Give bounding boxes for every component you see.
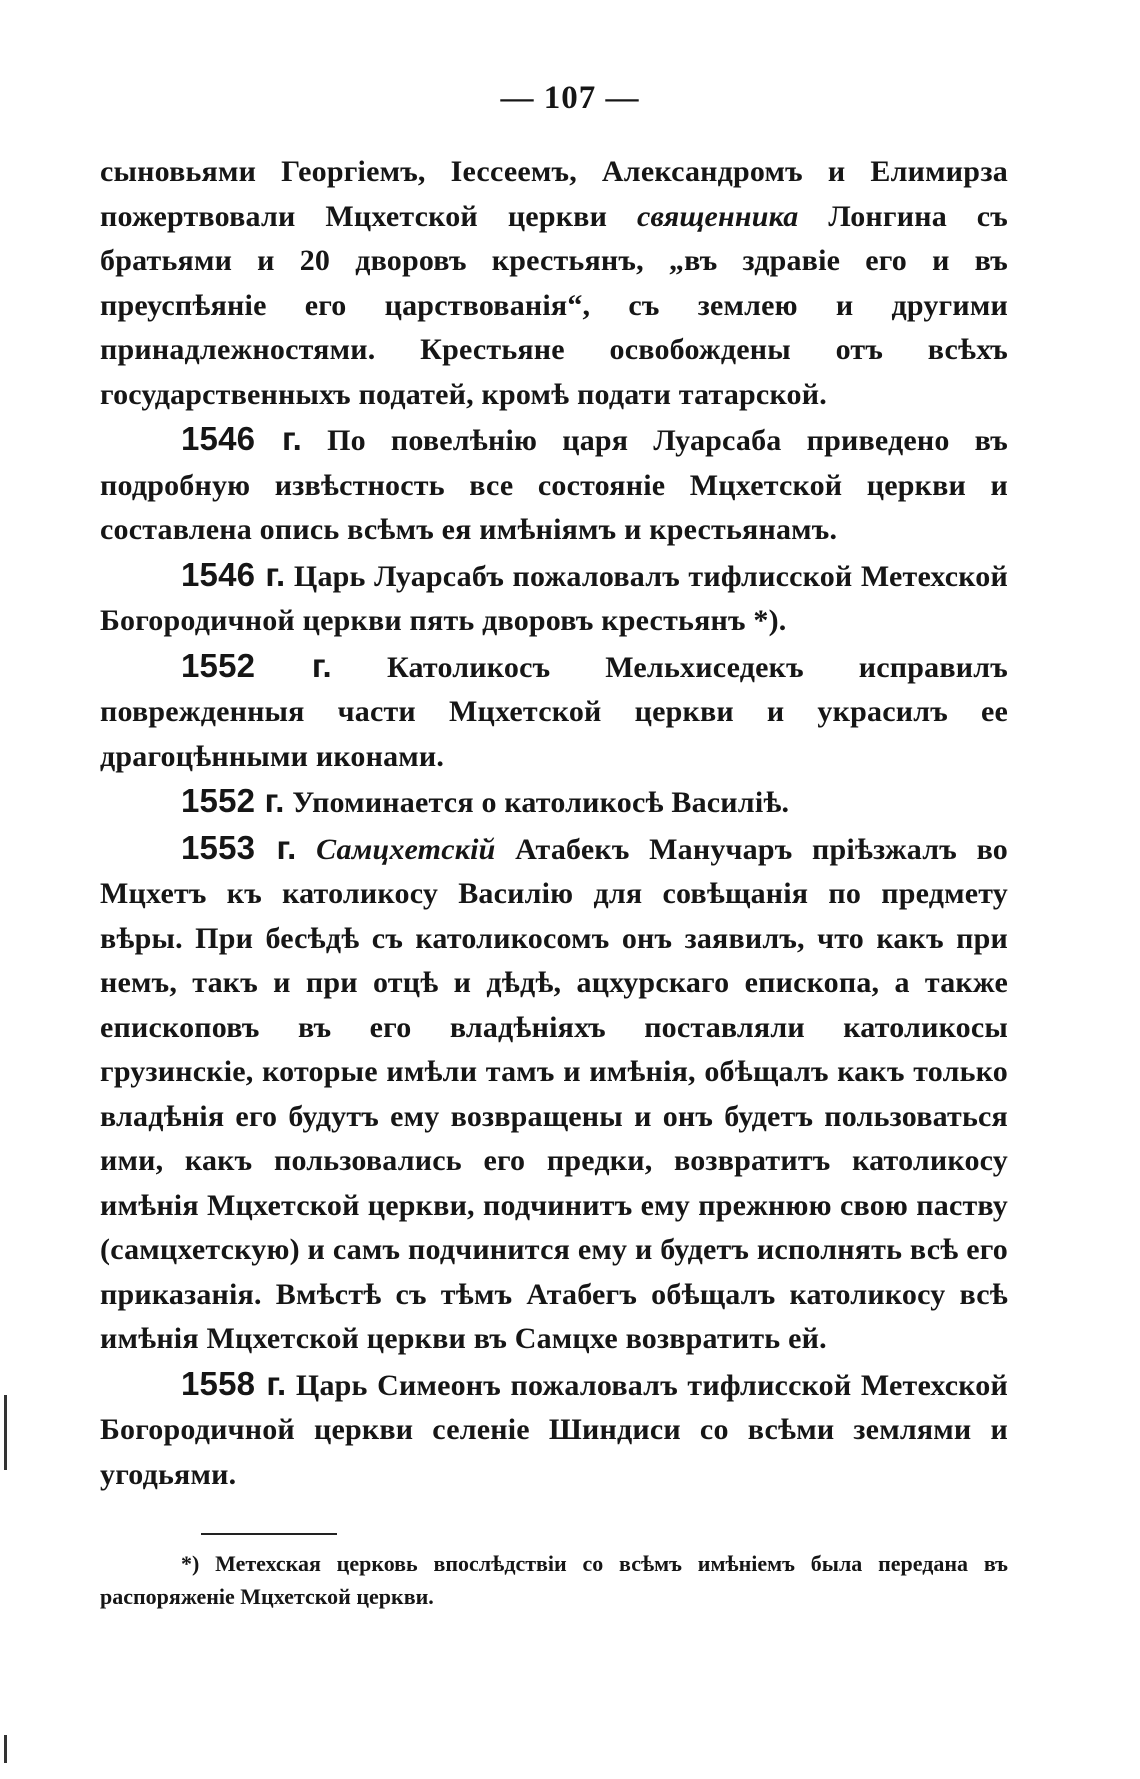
paragraph-text: Лонгина съ братьями и 20 дворовъ крестьянъ, „въ здравіе его и въ преуспѣяніе его царствованія“, съ землею и другими принадлежностями. Крестьяне освобождены отъ всѣхъ государственныхъ податей, кромѣ подати татарской. [100, 199, 1008, 411]
entry-year-marker: г. [255, 828, 297, 866]
entry-year: 1558 [181, 1364, 256, 1402]
italic-word: Самцхетскій [296, 832, 496, 866]
entry-1546-b [100, 553, 1008, 644]
entry-year-marker: г. [255, 555, 286, 593]
entry-text: Царь Симеонъ пожаловалъ тифлисской Метехской Богородичной церкви селеніе Шиндиси со всѣми землями и угодьями. [100, 1368, 1008, 1491]
entry-1553 [100, 826, 1008, 1362]
entry-1546-a [100, 417, 1008, 553]
entry-1552-b [100, 779, 1008, 826]
entry-year-marker: г. [255, 420, 302, 457]
entry-year: 1552 [181, 782, 256, 819]
margin-scan-mark [4, 1395, 7, 1470]
entry-year: 1546 [181, 420, 256, 457]
page-number: — 107 — [500, 80, 640, 116]
footnote-rule [201, 1533, 337, 1535]
margin-scan-mark [4, 1735, 7, 1763]
entry-year: 1546 [181, 555, 256, 593]
entry-year: 1552 [181, 646, 256, 684]
entry-text: По повелѣнію царя Луарсаба приведено въ подробную извѣстность все состояніе Мцхетской церкви и составлена опись всѣмъ ея имѣніямъ и крестьянамъ. [100, 424, 1008, 546]
body-text [100, 150, 1008, 1497]
italic-word: священника [636, 199, 799, 233]
footnote: *) Метехская церковь впослѣдствіи со всѣмъ имѣніемъ была передана въ распоряженіе Мцхетской церкви. [100, 1551, 1008, 1609]
entry-year-marker: г. [255, 1364, 287, 1402]
entry-text: Атабекъ Манучаръ пріѣзжалъ во Мцхетъ къ католикосу Василію для совѣщанія по предмету вѣры. При бесѣдѣ съ католикосомъ онъ заявилъ, что какъ при немъ, такъ и при отцѣ и дѣдѣ, ацхурскаго епископа, а также епископовъ въ его владѣніяхъ поставляли католикосы грузинскіе, которые имѣли тамъ и имѣнія, обѣщалъ какъ только владѣнія его будутъ ему возвращены и онъ будетъ пользоваться ими, какъ пользовались его предки, возвратитъ католикосу имѣнія Мцхетской церкви, подчинитъ ему прежнюю свою паству (самцхетскую) и самъ подчинится ему и будетъ исполнять всѣ его приказанія. Вмѣстѣ съ тѣмъ Атабегъ обѣщалъ католикосу всѣ имѣнія Мцхетской церкви въ Самцхе возвратить ей. [100, 832, 1008, 1355]
entry-text: Упоминается о католикосѣ Василіѣ. [284, 786, 790, 819]
entry-1558 [100, 1362, 1008, 1498]
entry-year-marker: г. [255, 782, 285, 819]
entry-text: Царь Луарсабъ пожаловалъ тифлисской Метехской Богородичной церкви пять дворовъ крестьянъ *). [100, 559, 1008, 637]
entry-1552-a [100, 644, 1008, 780]
entry-year-marker: г. [255, 646, 332, 684]
paragraph-continuation [100, 150, 1008, 417]
entry-year: 1553 [181, 828, 256, 866]
entry-text: Католикосъ Мельхиседекъ исправилъ поврежденныя части Мцхетской церкви и украсилъ ее драгоцѣнными иконами. [100, 650, 1008, 773]
paragraph-text: сыновьями Георгіемъ, Іессеемъ, Александромъ и Елимирза пожертвовали Мцхетской церкви [100, 155, 1008, 233]
